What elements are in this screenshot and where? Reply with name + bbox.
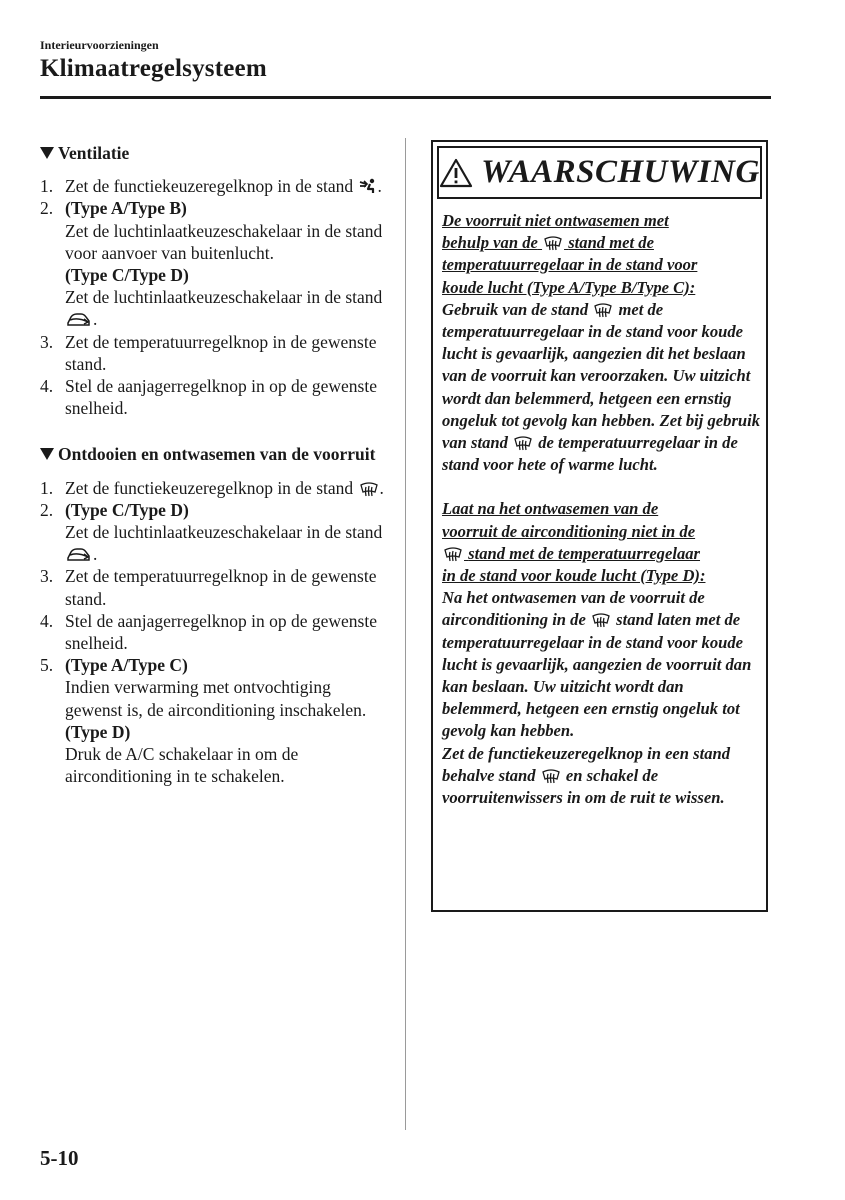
header-rule (40, 96, 771, 99)
vent-face-mode-icon (359, 178, 377, 195)
ventilation-heading: Ventilatie (40, 142, 385, 164)
warning-subheading-2: Laat na het ontwasemen van de voorruit de airconditioning niet in de stand met de temperatuurregelaar in de stand voor koude lucht (Type D): (442, 499, 706, 586)
ventilation-steps (40, 175, 385, 419)
column-divider (405, 138, 406, 1130)
list-item: 2. (Type A/Type B) Zet de luchtinlaatkeuzeschakelaar in de stand voor aanvoer van buitenlucht. (Type C/Type D) Zet de luchtinlaatkeuzeschakelaar in de stand . (40, 198, 383, 330)
page-title: Klimaatregelsysteem (40, 55, 267, 82)
warning-header (437, 146, 762, 199)
defrost-steps (40, 477, 385, 788)
outside-air-icon (66, 312, 92, 328)
warning-paragraph-1: Gebruik van de stand met de temperatuurregelaar in de stand voor koude lucht is gevaarlijk, aangezien dit het beslaan van de voorruit kan veroorzaken. Uw uitzicht wordt dan belemmerd, hetgeen een ernstig ongeluk tot gevolg kan hebben. Zet bij gebruik van stand de temperatuurregelaar in de stand voor hete of warme lucht. (442, 299, 761, 475)
warning-subheading-1: De voorruit niet ontwasemen met behulp van de stand met de temperatuurregelaar in de stand voor koude lucht (Type A/Type B/Type C): (442, 211, 698, 297)
list-item: 2. (Type C/Type D) Zet de luchtinlaatkeuzeschakelaar in de stand . (40, 499, 383, 565)
defrost-heading: Ontdooien en ontwasemen van de voorruit (40, 443, 385, 465)
list-item: 5. (Type A/Type C) Indien verwarming met ontvochtiging gewenst is, de airconditioning inschakelen. (Type D) Druk de A/C schakelaar in om de airconditioning in te schakelen. (40, 655, 367, 787)
warning-body (442, 210, 766, 809)
windshield-defrost-icon (541, 768, 561, 784)
list-item: 3. Zet de temperatuurregelknop in de gewenste stand. (40, 566, 377, 609)
windshield-defrost-icon (443, 546, 463, 562)
windshield-defrost-icon (359, 481, 379, 497)
list-item: 1. Zet de functiekeuzeregelknop in de stand . (40, 176, 382, 197)
windshield-defrost-icon (543, 235, 563, 251)
windshield-defrost-icon (593, 302, 613, 318)
triangle-bullet-icon (40, 448, 54, 460)
warning-paragraph-2: Na het ontwasemen van de voorruit de airconditioning in de stand laten met de temperatuurregelaar in de stand voor koude lucht is gevaarlijk, aangezien de voorruit dan kan beslaan. Uw uitzicht wordt dan belemmerd, hetgeen een ernstig ongeluk tot gevolg kan hebben. (442, 588, 752, 741)
warning-title: WAARSCHUWING (481, 154, 760, 190)
warning-paragraph-3: Zet de functiekeuzeregelknop in een stand behalve stand en schakel de voorruitenwissers in om de ruit te wissen. (442, 743, 731, 808)
list-item: 3. Zet de temperatuurregelknop in de gewenste stand. (40, 331, 377, 374)
list-item: 1. Zet de functiekeuzeregelknop in de stand . (40, 477, 384, 498)
windshield-defrost-icon (591, 612, 611, 628)
page-number: 5-10 (40, 1146, 79, 1170)
warning-box (431, 140, 768, 912)
section-kicker: Interieurvoorzieningen (40, 38, 159, 52)
list-item: 4. Stel de aanjagerregelknop in op de gewenste snelheid. (40, 376, 377, 419)
warning-triangle-icon (439, 158, 473, 188)
instructions-column (40, 142, 385, 787)
outside-air-icon (66, 547, 92, 563)
triangle-bullet-icon (40, 147, 54, 159)
windshield-defrost-icon (513, 435, 533, 451)
list-item: 4. Stel de aanjagerregelknop in op de gewenste snelheid. (40, 610, 377, 654)
